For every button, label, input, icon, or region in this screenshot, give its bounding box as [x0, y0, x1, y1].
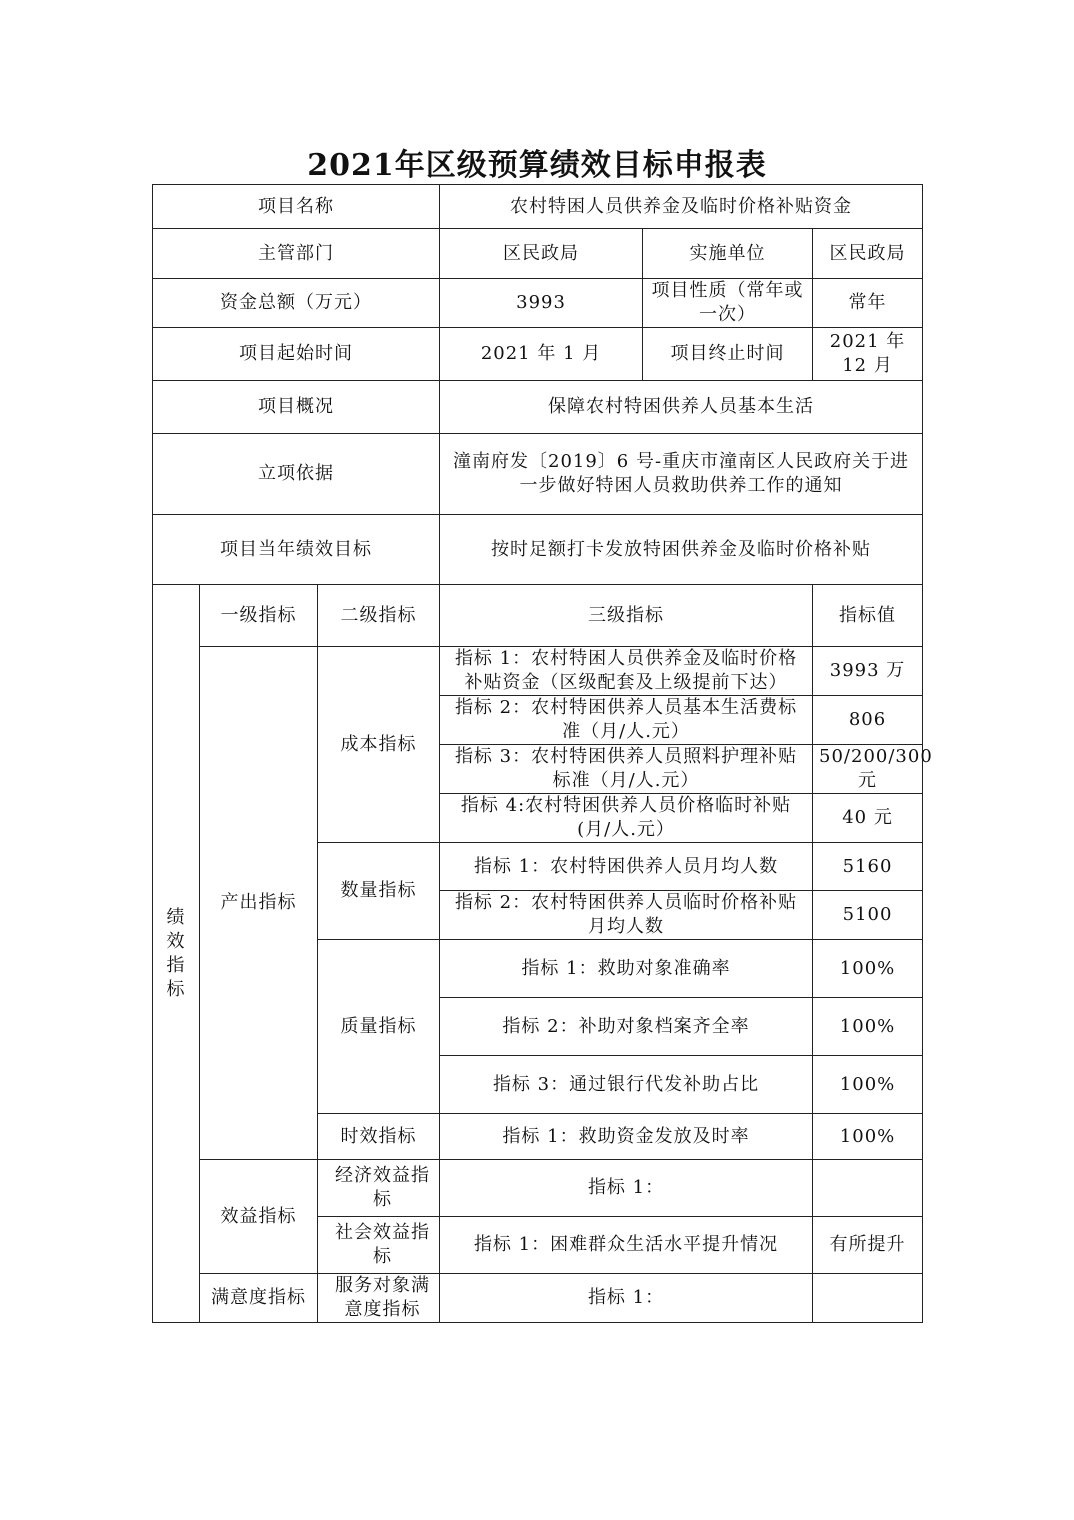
impl-label: 实施单位	[643, 229, 813, 279]
dept-label: 主管部门	[153, 229, 440, 279]
table-row	[153, 1160, 923, 1217]
output-label: 产出指标	[200, 647, 318, 1160]
indicator-header-row	[153, 585, 923, 647]
quantity-indicator-2: 指标 2：农村特困供养人员临时价格补贴月均人数	[440, 891, 813, 940]
quantity-label: 数量指标	[318, 843, 440, 940]
table-row	[153, 1274, 923, 1323]
table-row	[153, 647, 923, 696]
nature-label: 项目性质（常年或一次）	[643, 279, 813, 328]
cost-indicator-1: 指标 1：农村特困人员供养金及临时价格补贴资金（区级配套及上级提前下达）	[440, 647, 813, 696]
benefit-label: 效益指标	[200, 1160, 318, 1274]
indicators-section-label: 绩效指标	[153, 585, 200, 1323]
cost-indicator-3: 指标 3：农村特困供养人员照料护理补贴标准（月/人.元）	[440, 745, 813, 794]
service-label: 服务对象满意度指标	[318, 1274, 440, 1323]
dept-value: 区民政局	[440, 229, 643, 279]
satisfaction-label: 满意度指标	[200, 1274, 318, 1323]
social-value-1: 有所提升	[813, 1217, 923, 1274]
quality-indicator-3: 指标 3：通过银行代发补助占比	[440, 1056, 813, 1114]
header-level3: 三级指标	[440, 585, 813, 647]
start-label: 项目起始时间	[153, 328, 440, 381]
cost-indicator-2: 指标 2：农村特困供养人员基本生活费标准（月/人.元）	[440, 696, 813, 745]
quality-label: 质量指标	[318, 940, 440, 1114]
timeliness-value-1: 100%	[813, 1114, 923, 1160]
row-funds	[153, 279, 923, 328]
header-level1: 一级指标	[200, 585, 318, 647]
cost-value-4: 40 元	[813, 794, 923, 843]
row-basis	[153, 434, 923, 515]
cost-value-2: 806	[813, 696, 923, 745]
row-overview	[153, 381, 923, 434]
social-label: 社会效益指标	[318, 1217, 440, 1274]
goal-label: 项目当年绩效目标	[153, 515, 440, 585]
basis-label: 立项依据	[153, 434, 440, 515]
funds-label: 资金总额（万元）	[153, 279, 440, 328]
header-level2: 二级指标	[318, 585, 440, 647]
quality-value-3: 100%	[813, 1056, 923, 1114]
row-goal	[153, 515, 923, 585]
budget-form-table	[152, 184, 933, 1323]
timeliness-indicator-1: 指标 1：救助资金发放及时率	[440, 1114, 813, 1160]
quantity-indicator-1: 指标 1：农村特困供养人员月均人数	[440, 843, 813, 891]
quality-value-2: 100%	[813, 998, 923, 1056]
cost-indicator-4: 指标 4:农村特困供养人员价格临时补贴(月/人.元）	[440, 794, 813, 843]
social-indicator-1: 指标 1：困难群众生活水平提升情况	[440, 1217, 813, 1274]
end-value: 2021 年 12 月	[813, 328, 923, 381]
cost-label: 成本指标	[318, 647, 440, 843]
row-project-name	[153, 185, 923, 229]
service-indicator-1: 指标 1：	[440, 1274, 813, 1323]
header-value: 指标值	[813, 585, 923, 647]
funds-value: 3993	[440, 279, 643, 328]
nature-value: 常年	[813, 279, 923, 328]
quantity-value-2: 5100	[813, 891, 923, 940]
cost-value-3: 50/200/300 元	[813, 745, 923, 794]
service-value-1	[813, 1274, 923, 1323]
cost-value-1: 3993 万	[813, 647, 923, 696]
basis-value: 潼南府发〔2019〕6 号-重庆市潼南区人民政府关于进一步做好特困人员救助供养工作的通知	[440, 434, 923, 515]
economic-value-1	[813, 1160, 923, 1217]
row-department	[153, 229, 923, 279]
economic-label: 经济效益指标	[318, 1160, 440, 1217]
quality-value-1: 100%	[813, 940, 923, 998]
quality-indicator-2: 指标 2：补助对象档案齐全率	[440, 998, 813, 1056]
quantity-value-1: 5160	[813, 843, 923, 891]
goal-value: 按时足额打卡发放特困供养金及临时价格补贴	[440, 515, 923, 585]
page-title: 2021年区级预算绩效目标申报表	[307, 148, 767, 183]
quality-indicator-1: 指标 1：救助对象准确率	[440, 940, 813, 998]
impl-value: 区民政局	[813, 229, 923, 279]
timeliness-label: 时效指标	[318, 1114, 440, 1160]
overview-value: 保障农村特困供养人员基本生活	[440, 381, 923, 434]
end-label: 项目终止时间	[643, 328, 813, 381]
start-value: 2021 年 1 月	[440, 328, 643, 381]
economic-indicator-1: 指标 1：	[440, 1160, 813, 1217]
row-period	[153, 328, 923, 381]
project-name-value: 农村特困人员供养金及临时价格补贴资金	[440, 185, 923, 229]
project-name-label: 项目名称	[153, 185, 440, 229]
overview-label: 项目概况	[153, 381, 440, 434]
